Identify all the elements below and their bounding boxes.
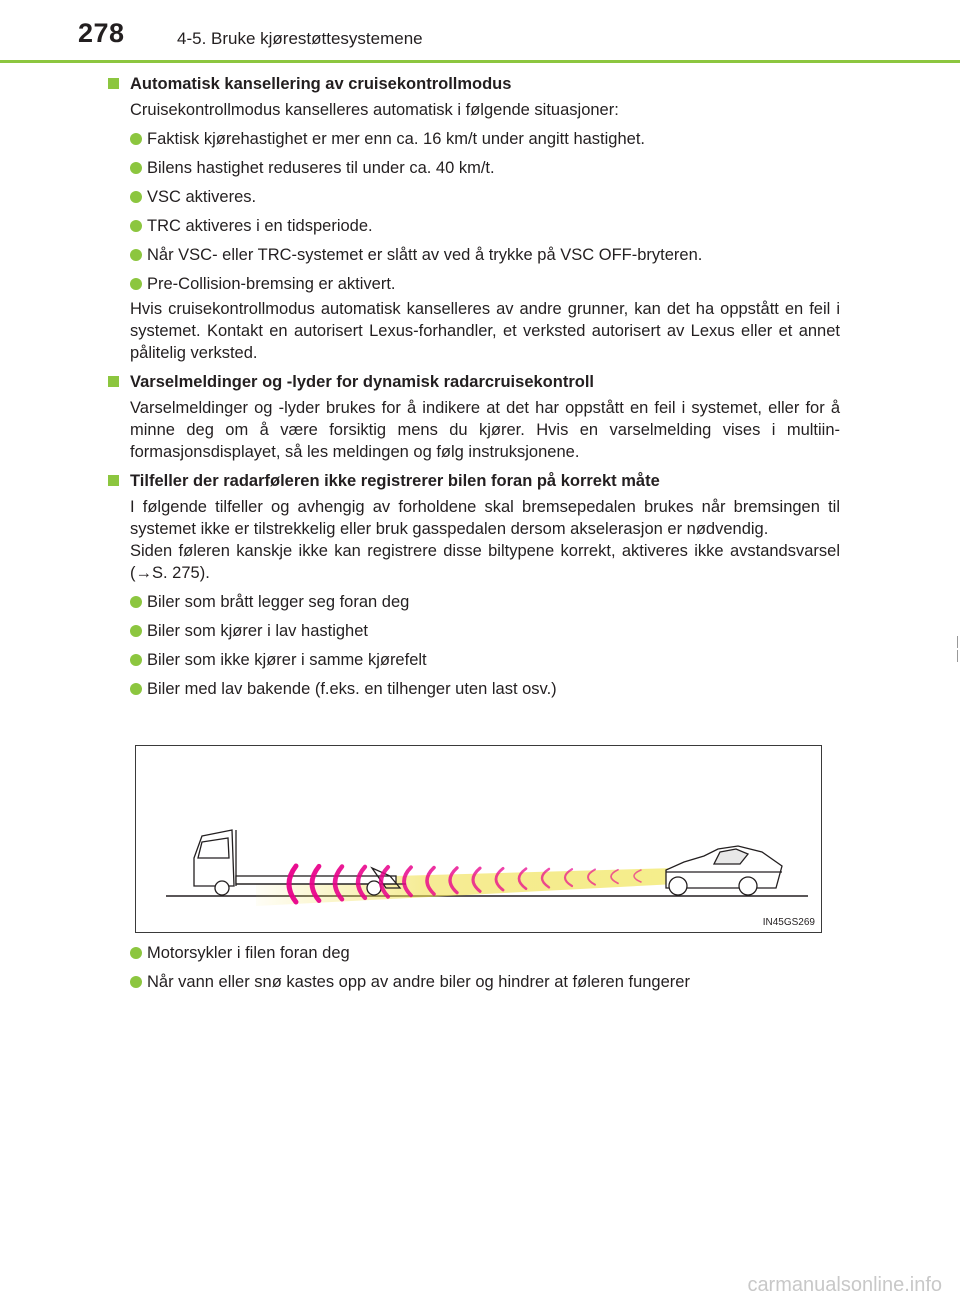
list-item [130, 273, 840, 295]
list-item-text: Motorsykler i filen foran deg [147, 944, 350, 962]
list-item [130, 942, 840, 964]
list-item [130, 649, 840, 671]
edge-tick [957, 650, 958, 662]
list-item-text: Biler med lav bakende (f.eks. en tilhenger uten last osv.) [147, 680, 557, 698]
section-title: Tilfeller der radarføleren ikke registrerer bilen foran på korrekt måte [130, 472, 660, 490]
illustration-figure [135, 745, 822, 933]
list-item [130, 971, 840, 993]
list-item [130, 244, 840, 266]
bullet-icon [130, 278, 142, 290]
list-item [130, 620, 840, 642]
square-bullet-icon [108, 376, 119, 387]
car-icon [666, 846, 782, 895]
page-content-after-figure [108, 935, 840, 993]
section-title: Varselmeldinger og -lyder for dynamisk radarcruisekontroll [130, 373, 594, 391]
list-item [130, 128, 840, 150]
list-item [130, 186, 840, 208]
list-item-text: TRC aktiveres i en tidsperiode. [147, 217, 373, 235]
bullet-icon [130, 191, 142, 203]
bullet-icon [130, 162, 142, 174]
page-content [108, 72, 840, 700]
section-heading [108, 72, 840, 96]
bullet-icon [130, 249, 142, 261]
list-item-text: Faktisk kjørehastighet er mer enn ca. 16 km/t under angitt hastighet. [147, 130, 645, 148]
bullet-icon [130, 654, 142, 666]
bullet-icon [130, 596, 142, 608]
watermark: carmanualsonline.info [747, 1274, 942, 1296]
header-rule [0, 60, 960, 63]
figure-code: IN45GS269 [762, 917, 815, 928]
bullet-icon [130, 625, 142, 637]
section-intro: Cruisekontrollmodus kanselleres automatisk i følgende situasjoner: [130, 101, 619, 119]
section-outro: Hvis cruisekontrollmodus automatisk kanselleres av andre grunner, kan det ha oppstått en feil i systemet. Kontakt en autorisert Lexus-forhandler, et verksted autorisert av Lexus eller et annet pålitelig verksted. [130, 300, 840, 362]
list-item-text: Biler som ikke kjører i samme kjørefelt [147, 651, 427, 669]
list-item-text: Pre-Collision-bremsing er aktivert. [147, 275, 396, 293]
section-heading [108, 370, 840, 394]
list-item-text: Når VSC- eller TRC-systemet er slått av ved å trykke på VSC OFF-bryteren. [147, 246, 703, 264]
bullet-icon [130, 947, 142, 959]
list-item-text: Biler som kjører i lav hastighet [147, 622, 368, 640]
section-intro: Siden føleren kanskje ikke kan registrere disse biltypene korrekt, aktiveres ikke avstandsvarsel (→S. 275). [130, 542, 840, 582]
list-item-text: VSC aktiveres. [147, 188, 257, 206]
bullet-icon [130, 976, 142, 988]
list-item-text: Bilens hastighet reduseres til under ca. 40 km/t. [147, 159, 495, 177]
chapter-title: 4-5. Bruke kjørestøttesystemene [177, 29, 423, 48]
square-bullet-icon [108, 78, 119, 89]
bullet-icon [130, 683, 142, 695]
section-intro: I følgende tilfeller og avhengig av forholdene skal bremsepedalen brukes når bremsingen til systemet ikke er tilstrekkelig eller bruk gasspedalen dersom akselerasjon er nødvendig. [130, 498, 840, 538]
bullet-icon [130, 133, 142, 145]
section-title: Automatisk kansellering av cruisekontrollmodus [130, 75, 512, 93]
square-bullet-icon [108, 475, 119, 486]
list-item [130, 215, 840, 237]
bullet-icon [130, 220, 142, 232]
list-item-text: Når vann eller snø kastes opp av andre biler og hindrer at føleren fungerer [147, 973, 690, 991]
list-item [130, 157, 840, 179]
page-number: 278 [78, 18, 125, 48]
list-item [130, 591, 840, 613]
section-intro: Varselmeldinger og -lyder brukes for å indikere at det har oppstått en feil i systemet, eller for å minne deg om å være forsiktig mens du kjører. Hvis en varselmelding vises i multiinformasjonsdisplayet, så les meldingen og følg instruksjonene. [130, 399, 840, 461]
page-header [0, 0, 960, 62]
list-item-text: Biler som brått legger seg foran deg [147, 593, 410, 611]
radar-illustration [136, 746, 821, 932]
list-item [130, 678, 840, 700]
section-heading [108, 469, 840, 493]
edge-tick [957, 636, 958, 648]
